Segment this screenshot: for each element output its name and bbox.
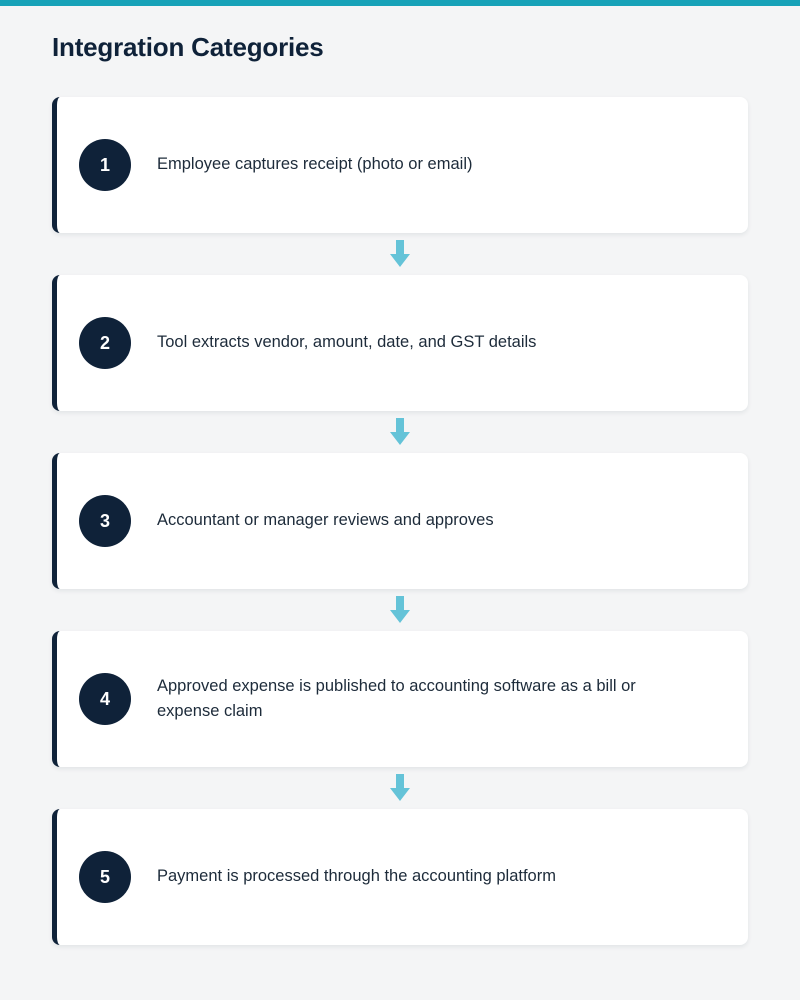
flow-arrow-1	[52, 233, 748, 275]
arrow-down-icon	[389, 418, 411, 446]
step-description: Tool extracts vendor, amount, date, and GST details	[157, 333, 537, 352]
step-card	[52, 275, 748, 411]
step-number-badge: 3	[79, 495, 131, 547]
arrow-down-icon	[389, 774, 411, 802]
step-description: Payment is processed through the accounting platform	[157, 867, 556, 886]
step-description: Accountant or manager reviews and approves	[157, 511, 494, 530]
step-number-badge: 1	[79, 139, 131, 191]
process-flow	[52, 97, 748, 945]
flow-arrow-2	[52, 411, 748, 453]
arrow-down-icon	[389, 596, 411, 624]
step-number-badge: 5	[79, 851, 131, 903]
arrow-down-icon	[389, 240, 411, 268]
flow-arrow-4	[52, 767, 748, 809]
flow-arrow-3	[52, 589, 748, 631]
step-description: Employee captures receipt (photo or email)	[157, 155, 473, 174]
page-title: Integration Categories	[52, 32, 324, 62]
step-number-badge: 2	[79, 317, 131, 369]
step-description: Approved expense is published to accounting software as a bill or expense claim	[157, 676, 636, 721]
step-card	[52, 453, 748, 589]
step-card	[52, 631, 748, 767]
step-number-badge: 4	[79, 673, 131, 725]
content-area	[0, 6, 800, 945]
step-card	[52, 809, 748, 945]
step-card	[52, 97, 748, 233]
